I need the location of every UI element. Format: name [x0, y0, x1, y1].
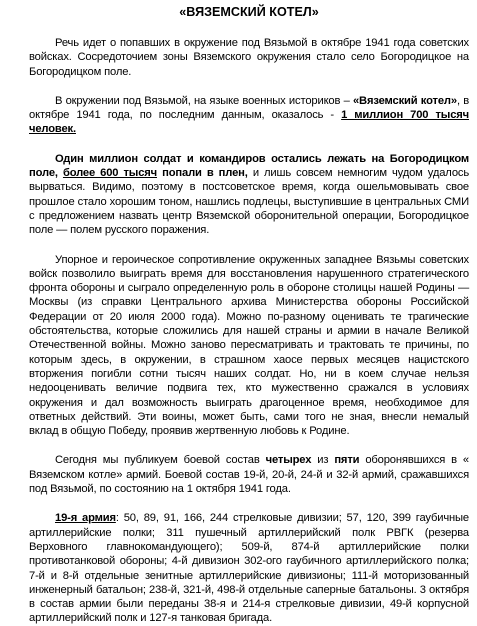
bold-captured-text: попали в плен, [157, 167, 248, 180]
text-segment: и лишь совсем немногим чудом удалось вырваться. Видимо, поэтому в постсоветское время, когда ошельмовывать свое прошлое стало хорошим тоном, нашлись подлецы, выступившие в центральных СМИ с предложением назвать центр Вяземской оборонительной операции, Богородицкое поле — полем русского поражения. [29, 167, 470, 237]
paragraph-publication-note [29, 453, 469, 496]
paragraph-intro: Речь идет о попавших в окружение под Вязьмой в октябре 1941 года советских войсках. Сосредоточием зоны Вяземского окружения стало село Богородицкое на Богородицком поле. [29, 37, 469, 78]
army-composition-text: : 50, 89, 91, 166, 244 стрелковые дивизии; 57, 120, 399 гаубичные артиллерийские полки; 311 пушечный артиллерийский полк РВГК (резерва Верховного главнокомандующего); 509-й, 874-й артиллерийские полки противотанковой обороны; 4-й дивизион 302-ого гаубичного артиллерийского полка; 7-й и 8-й отдельные зенитные артиллерийские дивизионы; 111-й моторизованный инженерный батальон; 238-й, 321-й, 498-й отдельные саперные батальоны. 3 октября в состав армии были переданы 38-я и 214-я стрелковые дивизии, 49-й корпусной артиллерийский полк и 127-я танковая бригада. [29, 512, 470, 625]
highlight-prisoners-count: более 600 тысяч [62, 167, 158, 180]
bold-four: четырех [265, 454, 312, 467]
text-segment: из [311, 454, 335, 467]
paragraph-losses [29, 152, 469, 238]
army-name-19th: 19-я армия [55, 512, 116, 525]
text-segment: В окружении под Вязьмой, на языке военных историков – [55, 94, 353, 107]
highlight-total-count: 1 миллион 700 тысяч человек. [29, 109, 470, 136]
bold-term-vyazma-pocket: «Вяземский котел» [352, 94, 457, 107]
document-title: «ВЯЗЕМСКИЙ КОТЕЛ» [179, 5, 319, 19]
paragraph-encirclement-size [29, 94, 469, 137]
bold-five: пяти [334, 454, 360, 467]
text-segment: Сегодня мы публикуем боевой состав [55, 454, 266, 467]
text-segment: оборонявшихся в « Вяземском котле» армий. Боевой состав 19-й, 20-й, 24-й и 32-й армий, сражавшихся под Вязьмой, по состоянию на 1 октября 1941 года. [29, 454, 469, 496]
paragraph-resistance: Упорное и героическое сопротивление окруженных западнее Вязьмы советских войск позволило выиграть время для восстановления нарушенного стратегического фронта обороны и сыграло определенную роль в обороне столицы нашей Родины — Москвы (из справки Центрального архива Министерства обороны Российской Федерации от 20 июля 2000 года). Можно по-разному оценивать те трагические обстоятельства, которые сложились для нашей страны и армии в начале Великой Отечественной войны. Можно заново пересматривать и трактовать те причины, по которым здесь, в окружении, в страшном хаосе первых месяцев нацистского вторжения погибли сотни тысяч наших солдат. Но, ни в коем случае нельзя недооценивать величие подвига тех, кто мужественно сражался в условиях окружения и дал возможность выиграть драгоценное время, необходимое для ответных действий. Эти воины, может быть, сами того не зная, внесли немалый вклад в общую Победу, проявив жертвенную любовь к Родине. [29, 253, 469, 438]
paragraph-19th-army [29, 511, 469, 625]
bold-losses-statement: Один миллион солдат и командиров остались лежать на Богородицком поле, [29, 152, 469, 180]
text-segment: , в октябре 1941 года, по последним данным, оказалось - [29, 94, 470, 122]
